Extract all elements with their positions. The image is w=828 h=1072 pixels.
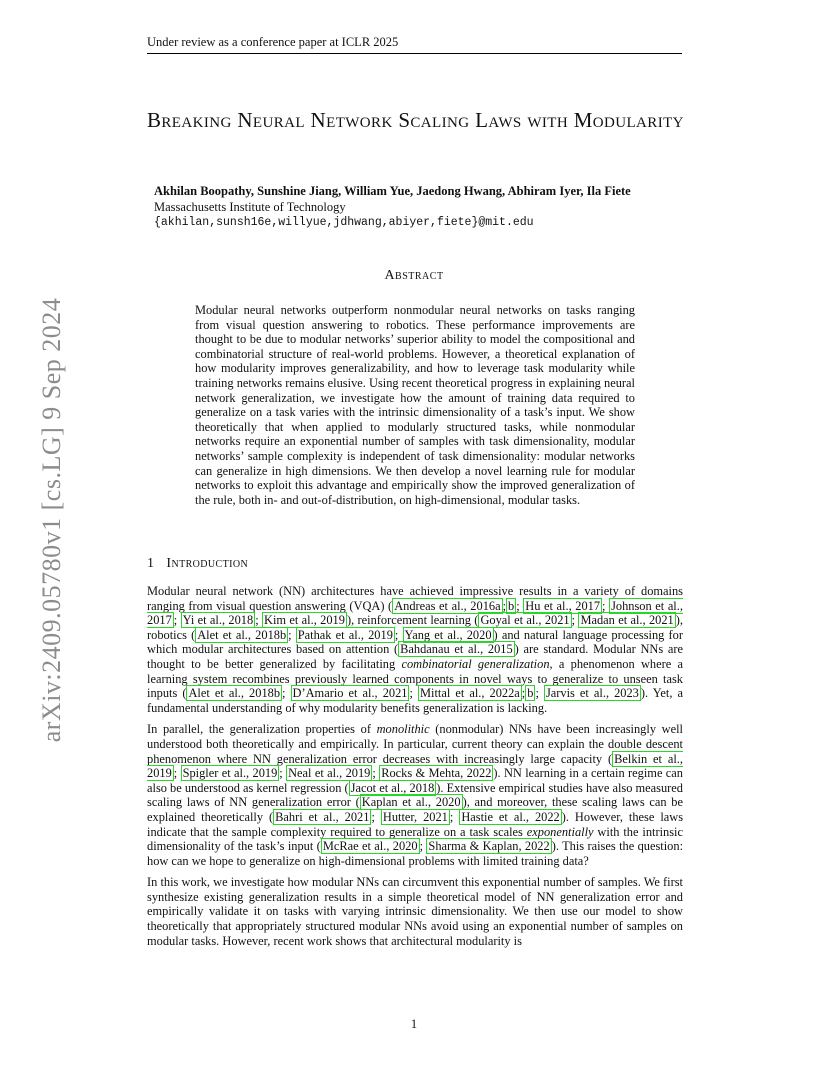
author-names: Akhilan Boopathy, Sunshine Jiang, William Yue, Jaedong Hwang, Abhiram Iyer, Ila Fiete [154, 184, 631, 198]
citation-link[interactable]: Hutter, 2021 [382, 809, 448, 824]
citation-link[interactable]: Rocks & Mehta, 2022 [381, 766, 492, 781]
citation-link[interactable]: Alet et al., 2018b [197, 627, 287, 642]
text-run: ) and natural language processing for which modular architectures based on attention ( [147, 627, 683, 657]
text-run: ; [173, 613, 181, 628]
text-run: ; [516, 598, 524, 613]
citation-link[interactable]: Bahri et al., 2021 [275, 809, 370, 824]
citation-link[interactable]: Spigler et al., 2019 [182, 766, 278, 781]
text-run: Modular neural network (NN) architectures have achieved impressive results in a variety of domains ranging from visual question answering (VQA) ( [147, 584, 683, 613]
text-run: In parallel, the generalization properties of [147, 722, 377, 737]
citation-link[interactable]: D’Amario et al., 2021 [292, 686, 408, 701]
citation-link[interactable]: Alet et al., 2018b [188, 686, 281, 701]
text-run: ; [282, 686, 291, 701]
citation-link[interactable]: Andreas et al., 2016a [394, 598, 501, 613]
text-run: ). NN learning in a certain regime can also be understood as kernel regression ( [147, 766, 683, 795]
text-run: with the intrinsic dimensionality of the task’s input ( [147, 824, 683, 854]
affiliation: Massachusetts Institute of Technology [154, 200, 346, 214]
text-run: ). Extensive empirical studies have also measured scaling laws of NN generalization error ( [147, 780, 683, 810]
text-run: ; [288, 627, 296, 642]
text-run: ), and moreover, these scaling laws can be explained theoretically ( [147, 795, 683, 824]
arxiv-identifier: arXiv:2409.05780v1 [cs.LG] 9 Sep 2024 [37, 297, 66, 743]
text-run: ), reinforcement learning ( [346, 613, 479, 628]
text-run: (nonmodular) NNs have been increasingly well understood both theoretically and empirically. In particular, current theory can explain the double descent phenomenon where NN generalization error decreases with increasingly large capacity ( [147, 722, 683, 766]
paragraph-2 [147, 722, 683, 868]
text-run: ). This raises the question: how can we hope to generalize on high-dimensional problems with limited training data? [147, 839, 684, 868]
citation-link[interactable]: Bahdanau et al., 2015 [400, 642, 513, 657]
text-run: , a phenomenon where a learning system recombines previously learned components in novel ways to generalize to unseen task inputs ( [147, 656, 683, 701]
citation-link[interactable]: Jacot et al., 2018 [350, 780, 435, 795]
citation-link[interactable]: Hu et al., 2017 [525, 598, 601, 613]
citation-link[interactable]: Yi et al., 2018 [182, 613, 254, 628]
citation-link[interactable]: Madan et al., 2021 [580, 613, 674, 628]
citation-link[interactable]: Goyal et al., 2021 [480, 613, 570, 628]
text-run: ; [394, 627, 403, 642]
text-run: ). Yet, a fundamental understanding of why modularity benefits generalization is lacking. [147, 686, 684, 715]
paragraph-1 [147, 584, 683, 715]
citation-link[interactable]: Belkin et al., 2019 [147, 751, 683, 781]
text-run: ) are standard. Modular NNs are thought to be better generalized by facilitating [147, 642, 684, 671]
body-text [147, 584, 683, 955]
citation-link[interactable]: b [508, 598, 515, 613]
citation-link[interactable]: Kim et al., 2019 [264, 613, 345, 628]
text-run: ; [521, 686, 526, 701]
text-run: ; [535, 686, 544, 701]
citation-link[interactable]: Hastie et al., 2022 [461, 809, 560, 824]
text-run: ; [409, 686, 418, 701]
text-run: ; [371, 809, 381, 824]
emphasis: combinatorial generalization [401, 656, 550, 671]
author-block [154, 183, 694, 231]
citation-link[interactable]: Jarvis et al., 2023 [545, 686, 639, 701]
section-number: 1 [147, 556, 155, 571]
section-title: Introduction [166, 556, 249, 571]
citation-link[interactable]: Mittal et al., 2022a [419, 686, 520, 701]
paper-title: Breaking Neural Network Scaling Laws with Modularity [147, 108, 684, 132]
page-number: 1 [410, 1017, 418, 1031]
text-run: ; [173, 766, 181, 781]
text-run: ; [449, 809, 460, 824]
citation-link[interactable]: Sharma & Kaplan, 2022 [428, 839, 550, 854]
text-run: ; [419, 839, 427, 854]
text-run: ; [255, 613, 262, 628]
citation-link[interactable]: Yang et al., 2020 [404, 627, 492, 642]
text-run: ; [279, 766, 287, 781]
citation-link[interactable]: Johnson et al., 2017 [147, 598, 683, 628]
author-emails: {akhilan,sunsh16e,willyue,jdhwang,abiyer,fiete}@mit.edu [154, 216, 534, 229]
text-run: ; [372, 766, 380, 781]
abstract-text: Modular neural networks outperform nonmodular neural networks on tasks ranging from visual question answering to robotics. These performance improvements are thought to be due to modular networks’ superior ability to model the compositional and combinatorial structure of real-world problems. However, a theoretical explanation of how modularity improves generalizability, and how to leverage task modularity while training networks remains elusive. Using recent theoretical progress in explaining neural network generalization, we investigate how the amount of training data required to generalize on a task varies with the intrinsic dimensionality of a task’s input. We show theoretically that when applied to modularly structured tasks, while nonmodular networks require an exponential number of samples with task dimensionality, modular networks’ sample complexity is independent of task dimensionality: modular networks can generalize in high dimensions. We then develop a novel learning rule for modular networks to exploit this advantage and empirically show the improved generalization of the rule, both in- and out-of-distribution, on high-dimensional, modular tasks. [195, 303, 635, 507]
citation-link[interactable]: Kaplan et al., 2020 [361, 795, 461, 810]
text-run: ; [502, 598, 507, 613]
running-head: Under review as a conference paper at ICLR 2025 [147, 35, 682, 54]
emphasis: monolithic [376, 722, 430, 737]
text-run: ; [571, 613, 579, 628]
paragraph-3: In this work, we investigate how modular NNs can circumvent this exponential number of samples. We first synthesize existing generalization results in a simple theoretical model of NN generalization error and empirically validate it on tasks with varying intrinsic dimensionality. We then use our model to show theoretically that appropriately structured modular NNs avoid using an exponential number of samples on modular tasks. However, recent work shows that architectural modularity is [147, 875, 683, 948]
citation-link[interactable]: McRae et al., 2020 [322, 839, 418, 854]
citation-link[interactable]: b [527, 686, 534, 701]
citation-link[interactable]: Pathak et al., 2019 [297, 627, 393, 642]
abstract-heading: Abstract [384, 268, 444, 283]
emphasis: exponentially [526, 824, 594, 839]
section-heading [147, 556, 248, 572]
citation-link[interactable]: Neal et al., 2019 [288, 766, 371, 781]
text-run: ), robotics ( [147, 613, 683, 642]
text-run: ; [602, 598, 610, 613]
text-run: ). However, these laws indicate that the sample complexity required to generalize on a task scales [147, 809, 684, 839]
